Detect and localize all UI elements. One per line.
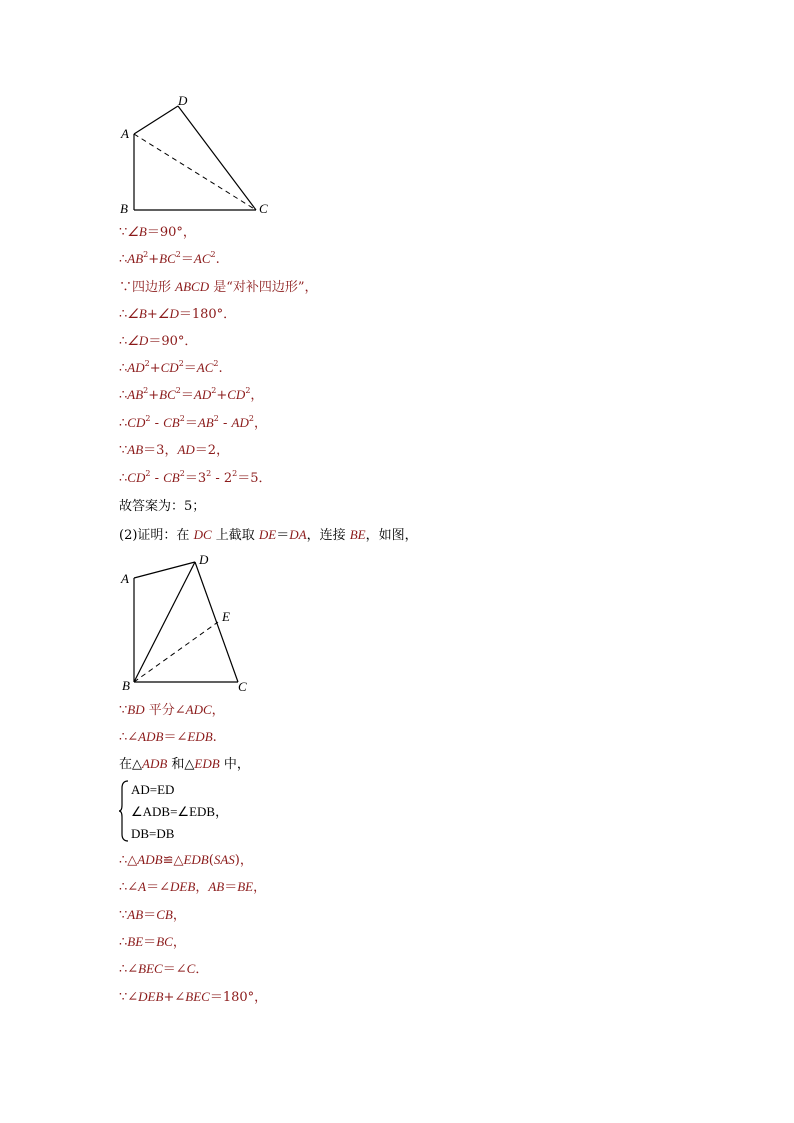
system-row-1: AD=ED bbox=[131, 782, 175, 797]
line-21: ∵∠DEB+∠BEC＝180°， bbox=[119, 989, 268, 1005]
line-6: $\therefore AD^2+CD^2=AC^2$. bbox=[119, 359, 223, 376]
line-13: ∵BD 平分∠ADC， bbox=[119, 702, 225, 718]
label-b: B bbox=[120, 201, 128, 216]
side-ad bbox=[134, 106, 178, 134]
label-c: C bbox=[238, 679, 247, 694]
line-7: $\therefore AB^2+BC^2=AD^2+CD^2$， bbox=[119, 386, 264, 403]
label-d: D bbox=[199, 552, 209, 567]
label-d: D bbox=[178, 93, 188, 108]
answer-line: 故答案为：5； bbox=[119, 499, 206, 514]
figure-quadrilateral-abcd bbox=[110, 92, 280, 222]
line-2: $\therefore AB^2+BC^2=AC^2$. bbox=[119, 250, 220, 267]
brace-icon bbox=[118, 780, 130, 842]
line-12: (2)证明：在 DC 上截取 DE＝DA，连接 BE，如图， bbox=[119, 527, 418, 543]
line-16: ∴△ADB≌△EDB(SAS)， bbox=[119, 852, 253, 868]
line-8: $\therefore CD^2 - CB^2=AB^2 - AD^2$， bbox=[119, 414, 267, 431]
line-5: ∴∠D＝90°． bbox=[119, 333, 198, 349]
line-3: ∵四边形 ABCD 是“对补四边形”， bbox=[119, 279, 318, 295]
line-18: ∵AB＝CB， bbox=[119, 907, 186, 923]
system-row-2: ∠ADB=∠EDB， bbox=[131, 804, 229, 819]
line-14: ∴∠ADB＝∠EDB. bbox=[119, 729, 217, 745]
segment-bd bbox=[134, 562, 195, 682]
line-15: 在△ADB 和△EDB 中， bbox=[119, 756, 250, 772]
label-b: B bbox=[122, 678, 130, 693]
label-c: C bbox=[259, 201, 268, 216]
label-a: A bbox=[121, 126, 129, 141]
label-a: A bbox=[121, 571, 129, 586]
side-dc bbox=[178, 106, 256, 210]
figure-quadrilateral-with-e bbox=[110, 550, 270, 698]
diagonal-ac bbox=[134, 134, 256, 210]
side-ad bbox=[134, 562, 195, 578]
label-e: E bbox=[222, 609, 230, 624]
segment-be bbox=[134, 622, 218, 682]
line-4: ∴∠B+∠D＝180°． bbox=[119, 306, 237, 322]
side-dc bbox=[195, 562, 238, 682]
line-10: $\therefore CD^2 - CB^2=3^2 - 2^2=5$． bbox=[119, 469, 272, 486]
line-19: ∴BE＝BC， bbox=[119, 934, 186, 950]
line-17: ∴∠A＝∠DEB，AB＝BE， bbox=[119, 879, 267, 895]
line-1: ∵∠B＝90°， bbox=[119, 224, 196, 240]
line-9: ∵AB＝3，AD＝2， bbox=[119, 442, 230, 458]
system-row-3: DB=DB bbox=[131, 826, 175, 841]
line-20: ∴∠BEC＝∠C． bbox=[119, 961, 209, 977]
